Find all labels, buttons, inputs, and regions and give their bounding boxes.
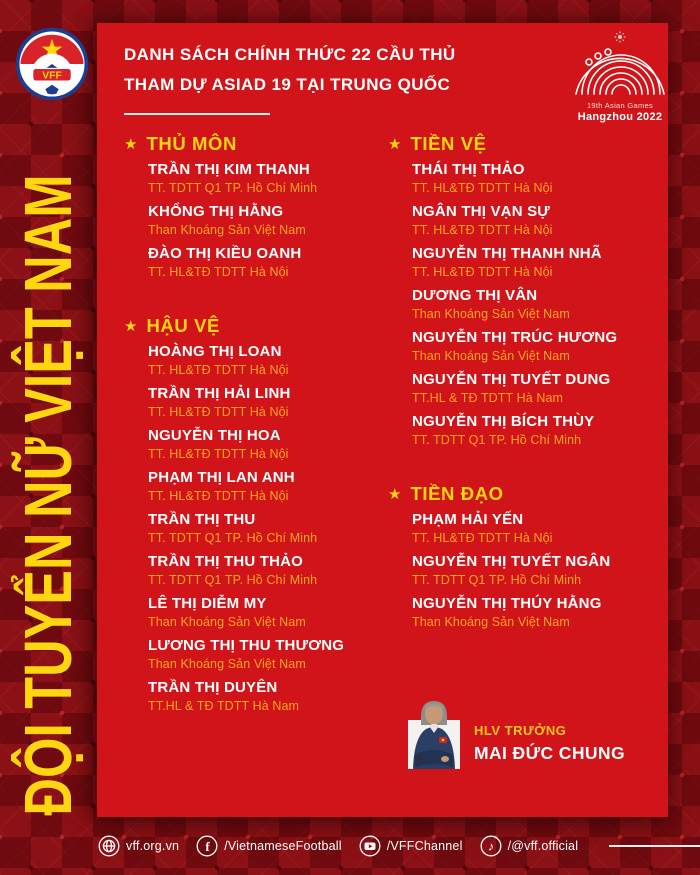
player-name: DƯƠNG THỊ VÂN (412, 287, 538, 304)
player-row (412, 202, 650, 238)
sun-icon (614, 31, 626, 43)
poster-title-line1: DANH SÁCH CHÍNH THỨC 22 CẦU THỦ (124, 45, 456, 64)
vff-logo-text: VFF (42, 70, 62, 82)
star-icon: ★ (124, 317, 138, 335)
player-name: NGÂN THỊ VẠN SỰ (412, 203, 550, 220)
player-name: PHẠM THỊ LAN ANH (148, 469, 295, 486)
coach-name-label: MAI ĐỨC CHUNG (474, 743, 625, 763)
player-list (412, 510, 650, 630)
footer-website-link[interactable] (98, 835, 179, 857)
player-row (148, 636, 386, 672)
coach-photo (405, 695, 461, 771)
player-list (148, 160, 386, 280)
player-name: LÊ THỊ DIỄM MY (148, 595, 267, 612)
section-title: HẬU VỆ (146, 315, 220, 336)
player-name: NGUYỄN THỊ TUYẾT NGÂN (412, 553, 611, 570)
footer-tiktok-label: /@vff.official (507, 839, 579, 853)
player-club: TT. HL&TĐ TDTT Hà Nội (148, 489, 289, 503)
player-name: KHỔNG THỊ HẰNG (148, 203, 284, 220)
player-row (148, 468, 386, 504)
player-club: TT. HL&TĐ TDTT Hà Nội (412, 265, 553, 279)
title-underline (124, 113, 270, 115)
player-row (148, 594, 386, 630)
player-club: Than Khoáng Sản Việt Nam (148, 615, 306, 629)
player-row (148, 342, 386, 378)
player-row (412, 286, 650, 322)
hangzhou-2022-logo (565, 31, 675, 123)
player-name: NGUYỄN THỊ HOA (148, 427, 281, 444)
asian-games-fan-icon (572, 45, 668, 95)
player-club: TT. TDTT Q1 TP. Hồ Chí Minh (148, 573, 318, 587)
player-name: TRẦN THỊ HẢI LINH (148, 385, 291, 402)
content-panel (97, 23, 668, 817)
roster-section (124, 132, 386, 280)
player-club: TT. TDTT Q1 TP. Hồ Chí Minh (412, 573, 582, 587)
player-row (148, 244, 386, 280)
games-year-label: Hangzhou 2022 (577, 111, 663, 123)
player-row (412, 328, 650, 364)
vff-logo (15, 27, 89, 101)
player-name: TRẦN THỊ THU THẢO (148, 553, 304, 570)
roster-section (388, 132, 650, 448)
player-list (148, 342, 386, 714)
player-club: TT. HL&TĐ TDTT Hà Nội (148, 405, 289, 419)
footer-youtube-link[interactable] (359, 835, 463, 857)
player-row (412, 160, 650, 196)
star-icon: ★ (388, 135, 402, 153)
coach-block (405, 695, 665, 795)
section-header (124, 132, 386, 156)
player-name: TRẦN THỊ DUYÊN (148, 679, 278, 696)
player-club: TT. HL&TĐ TDTT Hà Nội (148, 447, 289, 461)
player-club: TT. TDTT Q1 TP. Hồ Chí Minh (148, 531, 318, 545)
player-club: Than Khoáng Sản Việt Nam (412, 307, 570, 321)
section-header (124, 314, 386, 338)
player-row (148, 160, 386, 196)
footer-tiktok-link[interactable] (480, 835, 579, 857)
player-row (148, 426, 386, 462)
globe-icon (98, 835, 120, 857)
player-club: TT. TDTT Q1 TP. Hồ Chí Minh (148, 181, 318, 195)
tiktok-icon (480, 835, 502, 857)
roster-column-left (124, 132, 386, 748)
player-club: TT. HL&TĐ TDTT Hà Nội (412, 531, 553, 545)
section-title: THỦ MÔN (146, 133, 237, 154)
player-row (412, 594, 650, 630)
poster-title-line2: THAM DỰ ASIAD 19 TẠI TRUNG QUỐC (124, 75, 451, 94)
player-name: TRẦN THỊ THU (148, 511, 256, 528)
player-club: TT. TDTT Q1 TP. Hồ Chí Minh (412, 433, 582, 447)
player-club: TT. HL&TĐ TDTT Hà Nội (148, 265, 289, 279)
footer-facebook-link[interactable] (196, 835, 342, 857)
player-row (412, 370, 650, 406)
footer-facebook-label: /VietnameseFootball (224, 839, 342, 853)
player-row (148, 552, 386, 588)
youtube-icon (359, 835, 381, 857)
player-row (412, 244, 650, 280)
footer-bar (0, 817, 700, 875)
tiktok-note-glyph: ♪ (487, 839, 494, 854)
section-header (388, 482, 650, 506)
player-row (148, 384, 386, 420)
player-name: TRẦN THỊ KIM THANH (148, 161, 310, 178)
roster-section (388, 482, 650, 630)
player-row (148, 202, 386, 238)
footer-divider-line (609, 845, 700, 847)
star-icon: ★ (124, 135, 138, 153)
footer-website-label: vff.org.vn (126, 839, 180, 853)
player-name: NGUYỄN THỊ THÚY HẰNG (412, 595, 602, 612)
player-row (148, 678, 386, 714)
player-club: Than Khoáng Sản Việt Nam (412, 349, 570, 363)
player-name: NGUYỄN THỊ THANH NHÃ (412, 245, 602, 262)
player-name: NGUYỄN THỊ BÍCH THÙY (412, 413, 595, 430)
player-club: TT. HL&TĐ TDTT Hà Nội (412, 181, 553, 195)
player-row (412, 510, 650, 546)
player-row (412, 552, 650, 588)
roster-column-right (388, 132, 650, 664)
player-club: TT.HL & TĐ TDTT Hà Nam (148, 699, 300, 713)
player-club: TT. HL&TĐ TDTT Hà Nội (412, 223, 553, 237)
player-name: NGUYỄN THỊ TUYẾT DUNG (412, 371, 611, 388)
player-club: TT. HL&TĐ TDTT Hà Nội (148, 363, 289, 377)
player-row (148, 510, 386, 546)
roster-section (124, 314, 386, 714)
footer-youtube-label: /VFFChannel (386, 839, 463, 853)
poster-title (124, 40, 456, 100)
player-club: Than Khoáng Sản Việt Nam (412, 615, 570, 629)
player-row (412, 412, 650, 448)
player-name: THÁI THỊ THẢO (412, 161, 525, 178)
team-vertical-title: ĐỘI TUYỂN NỮ VIỆT NAM (11, 174, 87, 816)
coach-role-label: HLV TRƯỞNG (474, 723, 567, 738)
svg-text:f: f (205, 839, 210, 854)
section-title: TIỀN VỆ (410, 133, 487, 154)
player-name: HOÀNG THỊ LOAN (148, 343, 282, 360)
star-icon: ★ (388, 485, 402, 503)
player-name: LƯƠNG THỊ THU THƯƠNG (148, 637, 345, 654)
player-club: Than Khoáng Sản Việt Nam (148, 657, 306, 671)
player-name: NGUYỄN THỊ TRÚC HƯƠNG (412, 329, 618, 346)
player-name: ĐÀO THỊ KIỀU OANH (148, 245, 302, 262)
player-club: TT.HL & TĐ TDTT Hà Nam (412, 391, 564, 405)
player-club: Than Khoáng Sản Việt Nam (148, 223, 306, 237)
player-name: PHẠM HẢI YẾN (412, 511, 524, 528)
section-title: TIỀN ĐẠO (410, 483, 504, 504)
games-name-label: 19th Asian Games (586, 101, 654, 110)
facebook-icon (196, 835, 218, 857)
section-header (388, 132, 650, 156)
player-list (412, 160, 650, 448)
